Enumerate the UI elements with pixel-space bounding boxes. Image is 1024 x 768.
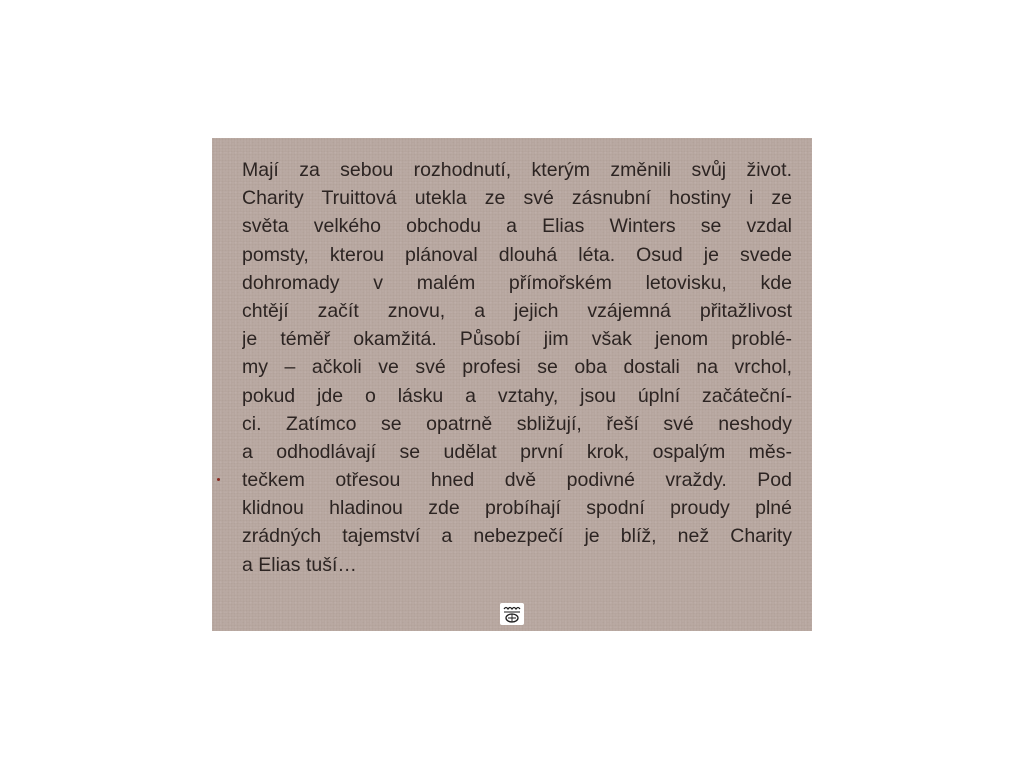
blurb-line-15: a Elias tuší… — [242, 553, 357, 576]
blurb-line-9: pokud jde o lásku a vztahy, jsou úplní začáteční- — [242, 384, 792, 407]
publisher-logo-icon — [500, 603, 524, 625]
print-speck — [217, 478, 220, 481]
blurb-line-14: zrádných tajemství a nebezpečí je blíž, než Charity — [242, 525, 792, 548]
blurb-line-4: pomsty, kterou plánoval dlouhá léta. Osud je svede — [242, 243, 792, 266]
publisher-logo-graphic — [500, 603, 524, 625]
book-cover-scan — [212, 138, 812, 631]
blurb-line-3: světa velkého obchodu a Elias Winters se vzdal — [242, 215, 792, 238]
blurb-line-1: Mají za sebou rozhodnutí, kterým změnili svůj život. — [242, 159, 792, 181]
blurb-text — [242, 156, 792, 579]
blurb-line-12: tečkem otřesou hned dvě podivné vraždy. Pod — [242, 469, 792, 492]
blurb-line-10: ci. Zatímco se opatrně sbližují, řeší své neshody — [242, 412, 792, 435]
blurb-line-13: klidnou hladinou zde probíhají spodní proudy plné — [242, 497, 792, 520]
blurb-line-8: my – ačkoli ve své profesi se oba dostali na vrchol, — [242, 356, 792, 379]
blurb-line-7: je téměř okamžitá. Působí jim však jenom problé- — [242, 328, 792, 351]
blurb-line-2: Charity Truittová utekla ze své zásnubní hostiny i ze — [242, 187, 792, 210]
blurb-line-6: chtějí začít znovu, a jejich vzájemná přitažlivost — [242, 299, 792, 322]
blurb-line-11: a odhodlávají se udělat první krok, ospalým měs- — [242, 440, 792, 463]
blurb-line-5: dohromady v malém přímořském letovisku, kde — [242, 271, 792, 294]
